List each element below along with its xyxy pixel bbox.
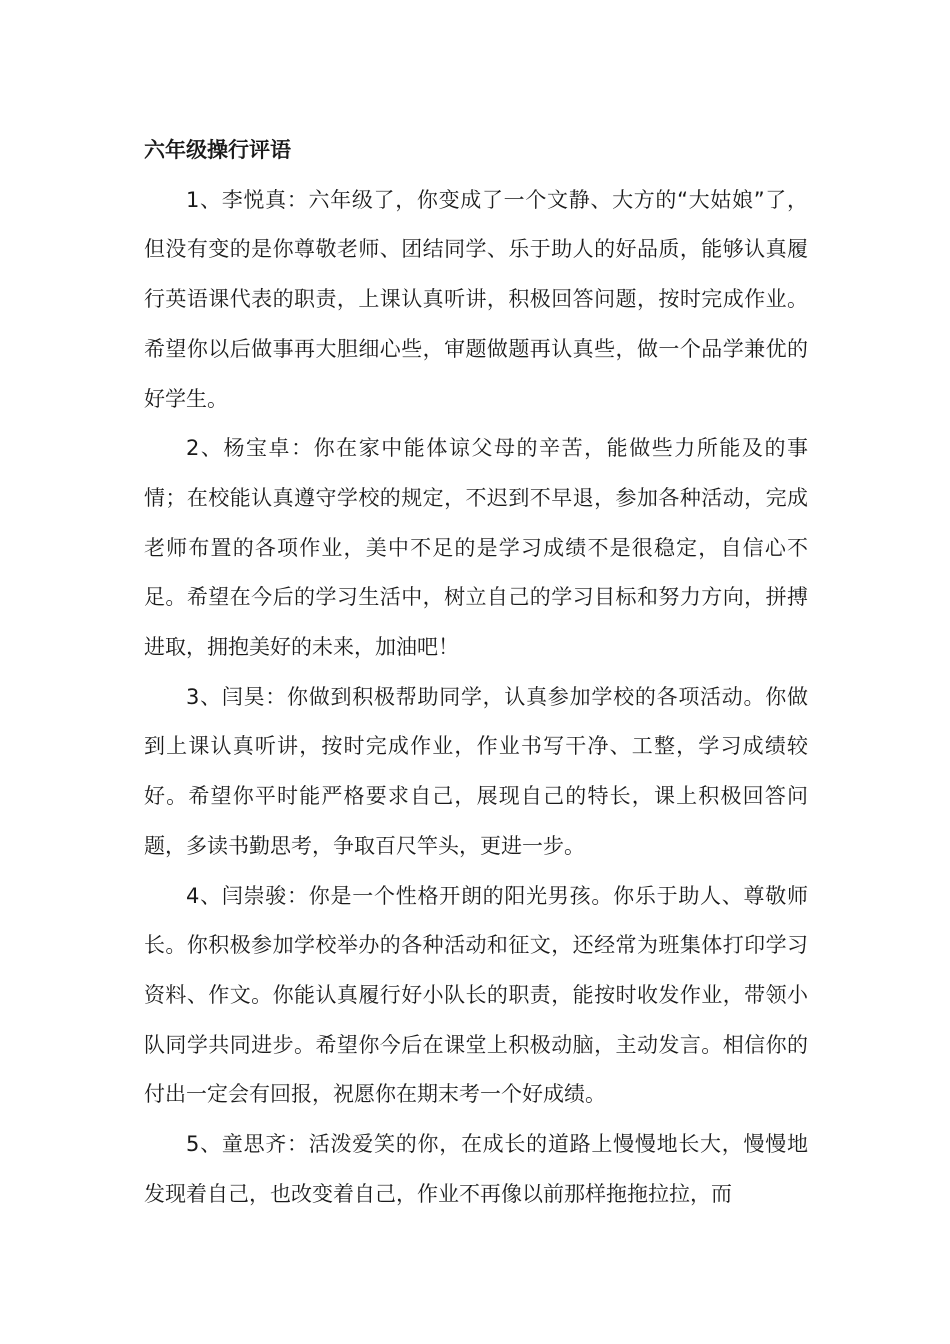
document-title: 六年级操行评语 xyxy=(144,138,291,162)
comment-paragraph-4: 4、闫崇骏：你是一个性格开朗的阳光男孩。你乐于助人、尊敬师长。你积极参加学校举办的各种活动和征文，还经常为班集体打印学习资料、作文。你能认真履行好小队长的职责，能按时收发作业，带领小队同学共同进步。希望你今后在课堂上积极动脑，主动发言。相信你的付出一定会有回报，祝愿你在期末考一个好成绩。 xyxy=(144,883,808,1107)
document-body xyxy=(144,126,808,1219)
comment-paragraph-2: 2、杨宝卓：你在家中能体谅父母的辛苦，能做些力所能及的事情；在校能认真遵守学校的规定，不迟到不早退，参加各种活动，完成老师布置的各项作业，美中不足的是学习成绩不是很稳定，自信心不足。希望在今后的学习生活中，树立自己的学习目标和努力方向，拼搏进取，拥抱美好的未来，加油吧！ xyxy=(144,436,808,660)
comment-paragraph-3: 3、闫昊：你做到积极帮助同学，认真参加学校的各项活动。你做到上课认真听讲，按时完成作业，作业书写干净、工整，学习成绩较好。希望你平时能严格要求自己，展现自己的特长，课上积极回答问题，多读书勤思考，争取百尺竿头，更进一步。 xyxy=(144,684,808,858)
comment-paragraph-1: 1、李悦真：六年级了，你变成了一个文静、大方的“大姑娘”了，但没有变的是你尊敬老师、团结同学、乐于助人的好品质，能够认真履行英语课代表的职责，上课认真听讲，积极回答问题，按时完成作业。希望你以后做事再大胆细心些，审题做题再认真些，做一个品学兼优的好学生。 xyxy=(144,187,808,411)
comment-paragraph-5: 5、童思齐：活泼爱笑的你，在成长的道路上慢慢地长大，慢慢地发现着自己，也改变着自己，作业不再像以前那样拖拖拉拉，而 xyxy=(144,1132,808,1206)
